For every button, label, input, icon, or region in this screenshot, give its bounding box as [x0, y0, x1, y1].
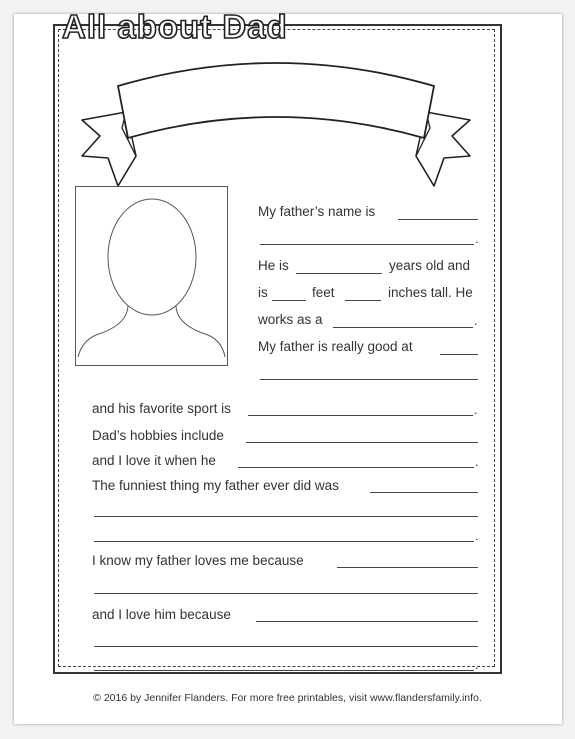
answer-blank-good-at[interactable]: [440, 354, 478, 355]
answer-blank-sport[interactable]: [248, 415, 473, 416]
answer-blank-love-him-2[interactable]: [94, 646, 478, 647]
prompt-favorite-sport: and his favorite sport is: [92, 401, 231, 416]
prompt-hobbies: Dad’s hobbies include: [92, 428, 224, 443]
answer-blank-hobbies[interactable]: [246, 442, 478, 443]
answer-blank-inches[interactable]: [345, 300, 381, 301]
answer-blank-funniest-3[interactable]: [94, 541, 474, 542]
prompt-father-name: My father’s name is: [258, 204, 376, 219]
answer-blank-funniest[interactable]: [370, 492, 478, 493]
answer-blank-good-at-cont[interactable]: [260, 379, 478, 380]
answer-blank-name[interactable]: [398, 219, 478, 220]
period: .: [474, 402, 478, 417]
answer-blank-age[interactable]: [296, 273, 382, 274]
prompt-feet: feet: [312, 285, 335, 300]
prompt-good-at: My father is really good at: [258, 339, 413, 354]
period: .: [475, 454, 479, 469]
period: .: [475, 528, 479, 543]
prompt-height-is: is: [258, 285, 268, 300]
period: .: [474, 313, 478, 328]
prompt-inches-tall: inches tall. He: [388, 285, 473, 300]
worksheet-title: All about Dad: [62, 8, 288, 45]
prompt-love-it-when: and I love it when he: [92, 453, 216, 468]
period: .: [475, 231, 479, 246]
prompt-funniest-thing: The funniest thing my father ever did was: [92, 478, 339, 493]
answer-blank-feet[interactable]: [272, 300, 306, 301]
photo-frame: [75, 186, 228, 366]
person-silhouette-icon: [76, 187, 226, 364]
answer-blank-love-him-3[interactable]: [94, 670, 474, 671]
prompt-years-old: years old and: [389, 258, 471, 273]
prompt-loves-me: I know my father loves me because: [92, 553, 304, 568]
prompt-he-is: He is: [258, 258, 289, 273]
answer-blank-loves-me[interactable]: [337, 567, 478, 568]
answer-blank-name-cont[interactable]: [260, 244, 474, 245]
answer-blank-loves-me-2[interactable]: [94, 593, 478, 594]
period: .: [475, 657, 479, 672]
answer-blank-love-when[interactable]: [238, 467, 474, 468]
answer-blank-job[interactable]: [333, 327, 473, 328]
title-banner: [62, 8, 490, 190]
answer-blank-love-him[interactable]: [256, 621, 478, 622]
prompt-love-him: and I love him because: [92, 607, 231, 622]
copyright-footer: © 2016 by Jennifer Flanders. For more free printables, visit www.flandersfamily.info.: [93, 692, 482, 704]
answer-blank-funniest-2[interactable]: [94, 516, 478, 517]
prompt-works-as: works as a: [258, 312, 323, 327]
